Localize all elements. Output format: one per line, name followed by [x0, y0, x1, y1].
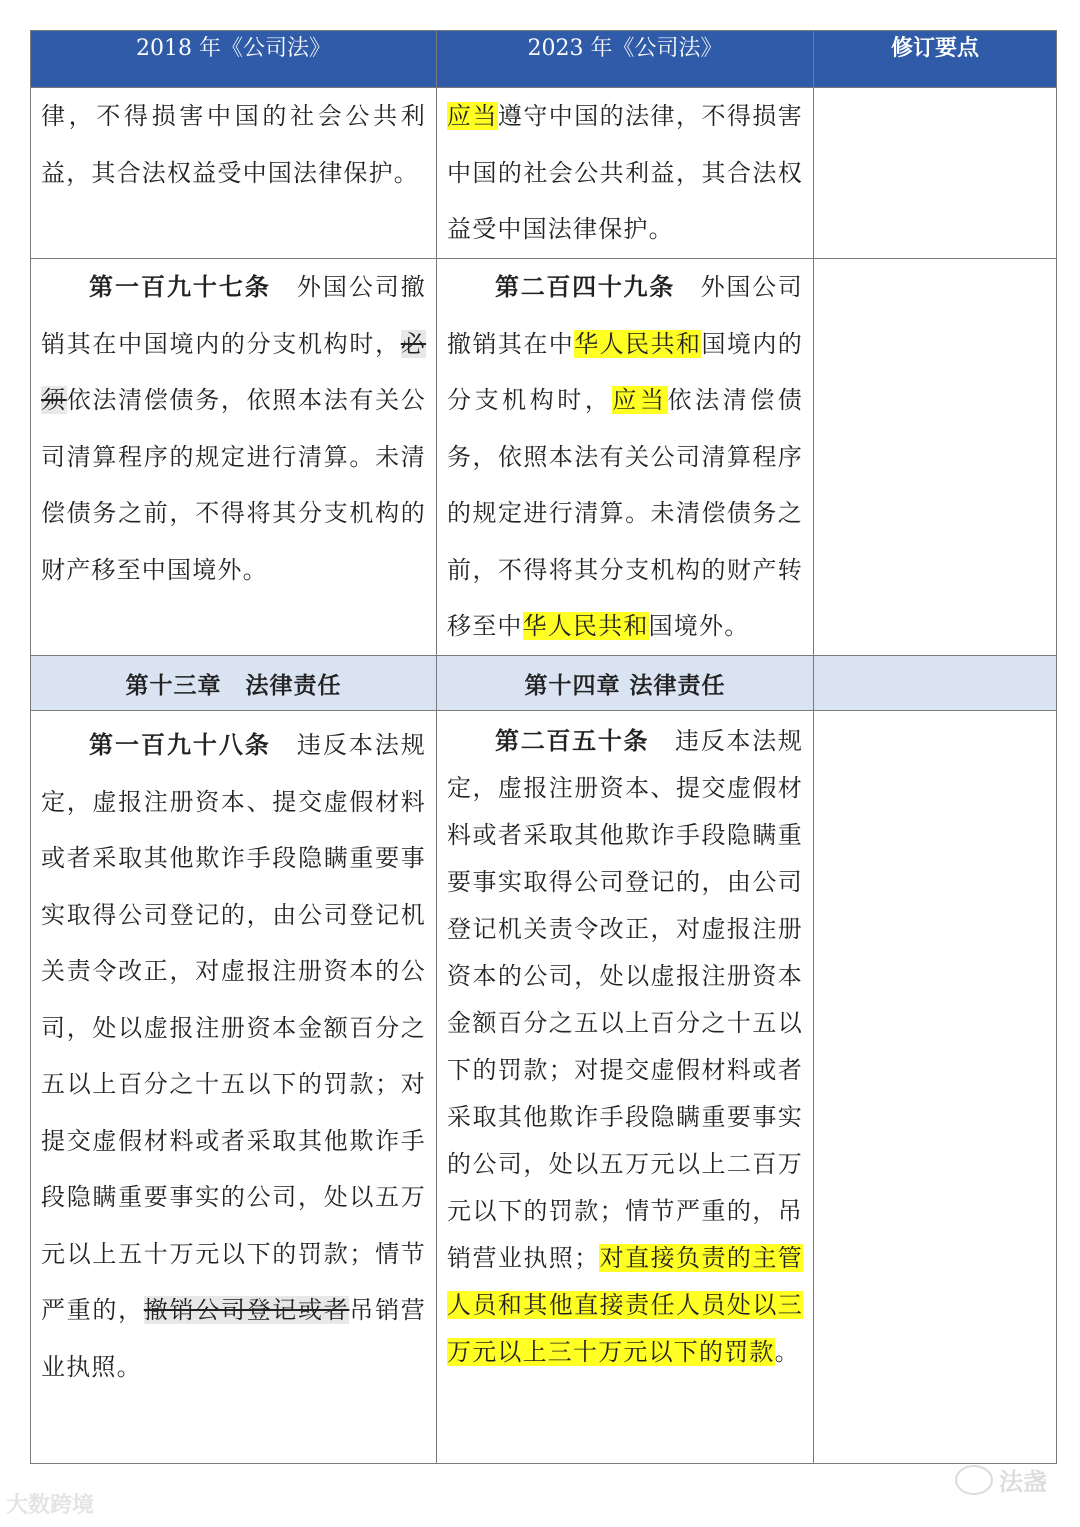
header-2018-law: 2018 年《公司法》 [31, 31, 437, 88]
text-segment: 吊销营业执照。 [41, 1296, 426, 1381]
old-text [31, 259, 436, 598]
cell-old-text [31, 259, 437, 656]
table-row [31, 88, 1057, 259]
chapter-new: 第十四章 法律责任 [437, 656, 814, 711]
article-number: 第二百四十九条 [495, 272, 675, 301]
text-segment: 依法清偿债务，依照本法有关公司清算程序的规定进行清算。未清偿债务之前，不得将其分支机构的财产转移至中 [447, 386, 804, 640]
chapter-notes [814, 656, 1057, 711]
cell-notes [814, 88, 1057, 259]
new-text [437, 88, 813, 258]
cell-new-text [437, 259, 814, 656]
cell-old-text [31, 711, 437, 1464]
cell-old-text [31, 88, 437, 259]
text-segment: 国境外。 [648, 612, 750, 640]
table-row [31, 711, 1057, 1464]
header-2023-law: 2023 年《公司法》 [437, 31, 814, 88]
cell-new-text [437, 711, 814, 1464]
text-segment: 违反本法规定，虚报注册资本、提交虚假材料或者采取其他欺诈手段隐瞒重要事实取得公司登记的，由公司登记机关责令改正，对虚报注册资本的公司，处以虚报注册资本金额百分之五以上百分之十五以下的罚款；对提交虚假材料或者采取其他欺诈手段隐瞒重要事实的公司，处以五万元以上二百万元以下的罚款；情节严重的，吊销营业执照； [447, 727, 804, 1272]
table-row [31, 259, 1057, 656]
text-segment: 外国公司撤销其在中国境内的分支机构时， [41, 273, 427, 358]
new-text [437, 711, 813, 1376]
article-number: 第一百九十八条 [89, 730, 271, 759]
header-revision-points: 修订要点 [814, 31, 1057, 88]
text-segment: 依法清偿债务，依照本法有关公司清算程序的规定进行清算。未清偿债务之前，不得将其分支机构的财产移至中国境外。 [41, 386, 426, 584]
cell-notes [814, 259, 1057, 656]
highlight-added: 华人民共和 [574, 329, 702, 358]
text-segment: 国境内的分支机构时， [447, 329, 804, 414]
cell-notes [814, 711, 1057, 1464]
wechat-icon [955, 1465, 993, 1495]
text-segment: 。 [774, 1338, 800, 1366]
law-comparison-table [30, 30, 1057, 1464]
highlight-added: 对直接负责的主管人员和其他直接责任人员处以三万元以上三十万元以下的罚款 [447, 1244, 803, 1366]
chapter-old: 第十三章 法律责任 [31, 656, 437, 711]
chapter-row [31, 656, 1057, 711]
watermark-left: 大数跨境 [6, 1493, 95, 1518]
watermark-right-label: 法盏 [999, 1468, 1047, 1496]
old-text [31, 711, 436, 1395]
text-segment: 违反本法规定，虚报注册资本、提交虚假材料或者采取其他欺诈手段隐瞒重要事实取得公司登记的，由公司登记机关责令改正，对虚报注册资本的公司，处以虚报注册资本金额百分之五以上百分之十五以下的罚款；对提交虚假材料或者采取其他欺诈手段隐瞒重要事实的公司，处以五万元以上五十万元以下的罚款；情节严重的， [41, 731, 427, 1324]
new-text-rest: 遵守中国的法律，不得损害中国的社会公共利益，其合法权益受中国法律保护。 [447, 102, 803, 243]
deleted-text: 撤销公司登记或者 [143, 1296, 350, 1324]
highlight-added: 华人民共和 [522, 612, 649, 640]
highlight-added: 应当 [612, 386, 668, 414]
article-number: 第二百五十条 [495, 726, 650, 755]
highlight-added: 应当 [447, 102, 498, 130]
new-text [437, 259, 813, 655]
header-row [31, 31, 1057, 88]
cell-new-text [437, 88, 814, 259]
old-text: 律，不得损害中国的社会公共利益，其合法权益受中国法律保护。 [41, 102, 426, 187]
article-number: 第一百九十七条 [89, 272, 271, 301]
deleted-text: 必须 [41, 329, 426, 414]
watermark-right [955, 1462, 1047, 1497]
text-segment: 外国公司撤销其在中 [447, 273, 803, 358]
